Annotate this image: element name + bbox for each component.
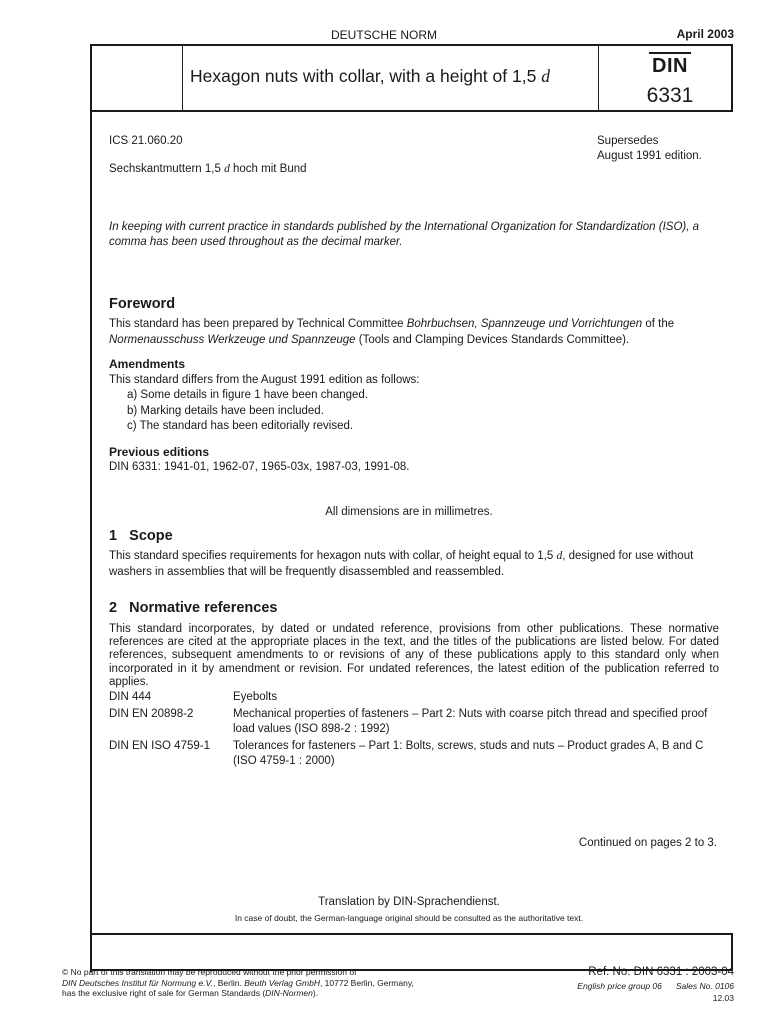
- list-item: b) Marking details have been included.: [127, 404, 324, 417]
- scope-heading: 1 Scope: [109, 528, 173, 544]
- reference-number: Ref. No. DIN 6331 : 2003-04: [588, 966, 734, 978]
- list-item: [109, 739, 721, 770]
- page-title: Hexagon nuts with collar, with a height of 1,5 d: [190, 66, 550, 86]
- reference-code: DIN EN ISO 4759-1: [109, 739, 210, 752]
- copyright-notice: © No part of this translation may be reproduced without the prior permission of DIN Deutsches Institut für Normung e.V., Berlin. Beuth Verlag GmbH, 10772 Berlin, Germany, has the exclusive right of sale for German Standards (DIN-Normen).: [62, 967, 414, 998]
- foreword-text: This standard has been prepared by Technical Committee Bohrbuchsen, Spannzeuge und Vorrichtungen of the Normenausschuss Werkzeuge und Spannzeuge (Tools and Clamping Devices Standards Committee).: [109, 318, 675, 346]
- normative-references-heading: 2 Normative references: [109, 600, 278, 616]
- amendments-intro: This standard differs from the August 1991 edition as follows:: [109, 374, 420, 386]
- reference-title: Tolerances for fasteners – Part 1: Bolts, screws, studs and nuts – Product grades A, B and C (ISO 4759-1 : 2000): [233, 739, 704, 767]
- scope-text: This standard specifies requirements for hexagon nuts with collar, of height equal to 1,5 d, designed for use without washers in assemblies that will be frequently disassembled and reassembled.: [109, 550, 694, 578]
- left-rule: [90, 112, 92, 972]
- list-item: c) The standard has been editorially revised.: [127, 420, 354, 432]
- reference-list: [109, 690, 721, 771]
- authoritative-text-note: In case of doubt, the German-language original should be consulted as the authoritative text.: [234, 913, 584, 923]
- document-code: 12.03: [712, 993, 734, 1003]
- decimal-marker-note: In keeping with current practice in standards published by the International Organization for Standardization (ISO), a comma has been used throughout as the decimal marker.: [109, 221, 700, 248]
- normative-references-text: This standard incorporates, by dated or undated reference, provisions from other publications. These normative references are cited at the appropriate places in the text, and the titles of the publications are listed below. For dated references, subsequent amendments to or revisions of any of these publications apply to this standard only when incorporated in it by amendment or revision. For undated references, the latest edition of the publication referred to applies.: [109, 623, 719, 688]
- reference-title: Mechanical properties of fasteners – Part 2: Nuts with coarse pitch thread and specified proof load values (ISO 898-2 : 1992): [233, 707, 708, 735]
- previous-editions-text: DIN 6331: 1941-01, 1962-07, 1965-03x, 1987-03, 1991-08.: [109, 461, 410, 473]
- german-title: Sechskantmuttern 1,5 d hoch mit Bund: [109, 163, 307, 175]
- supersedes-note: Supersedes August 1991 edition.: [597, 135, 702, 162]
- list-item: a) Some details in figure 1 have been changed.: [127, 389, 369, 401]
- amendments-heading: Amendments: [109, 357, 186, 371]
- reference-code: DIN 444: [109, 691, 152, 703]
- publication-date: April 2003: [676, 27, 734, 41]
- document-type-label: DEUTSCHE NORM: [330, 28, 437, 42]
- foreword-heading: Foreword: [109, 296, 176, 312]
- dimensions-note: All dimensions are in millimetres.: [325, 506, 493, 518]
- list-item: [109, 707, 721, 738]
- ics-code: ICS 21.060.20: [109, 135, 183, 147]
- previous-editions-heading: Previous editions: [109, 445, 210, 459]
- price-group: English price group 06 Sales No. 0106: [577, 981, 734, 991]
- reference-code: DIN EN 20898-2: [109, 707, 194, 720]
- standard-number: 6331: [646, 84, 694, 107]
- amendments-list: [127, 388, 368, 435]
- translation-note: Translation by DIN-Sprachendienst.: [318, 896, 500, 908]
- reference-title: Eyebolts: [233, 691, 278, 703]
- continued-note: Continued on pages 2 to 3.: [578, 837, 717, 849]
- din-logo: DIN: [645, 52, 695, 78]
- list-item: [109, 690, 721, 706]
